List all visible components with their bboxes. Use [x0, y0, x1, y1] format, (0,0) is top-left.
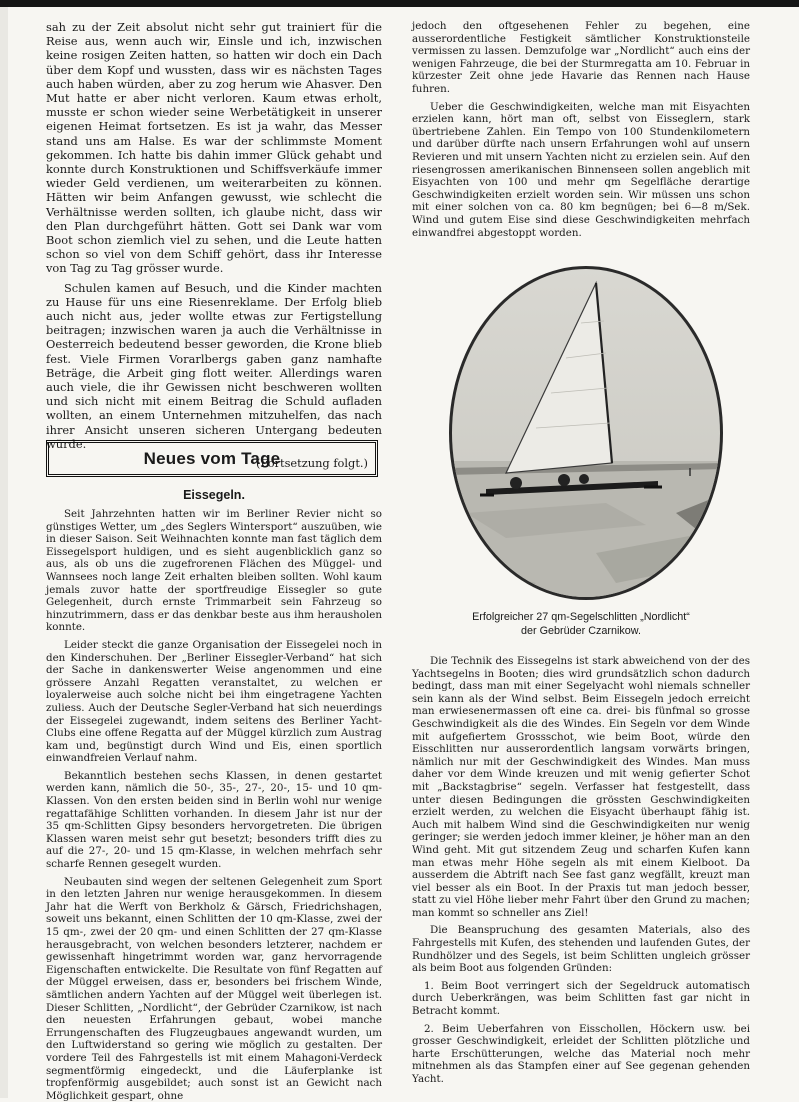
section-heading-box	[46, 440, 378, 477]
reasons-list	[412, 980, 750, 1086]
article-right-column-bottom	[412, 655, 750, 1086]
article-paragraph: Seit Jahrzehnten hatten wir im Berliner Revier nicht so günstiges Wetter, um „des Seglers Wintersport“ auszuüben, wie in dieser Saison. Seit Weihnachten konnte man fast täglich dem Eissegelsport huldigen, und es sieht augenblicklich ganz so aus, als ob uns die zugefrorenen Flächen des Müggel- und Wannsees noch lange Zeit erhalten bleiben sollten. Wohl kaum jemals zuvor hatte der sportfreudige Eissegler so gute Gelegenheit, durch ernste Trimmarbeit sein Fahrzeug so hinzutrimmern, dass er das denkbar beste aus ihm herausholen konnte.	[46, 508, 382, 634]
scan-edge	[0, 0, 8, 1098]
ice-yacht-photo	[446, 263, 726, 603]
photo-caption	[412, 610, 750, 638]
caption-line-2: der Gebrüder Czarnikow.	[520, 625, 642, 637]
continuation-paragraph: sah zu der Zeit absolut nicht sehr gut trainiert für die Reise aus, wenn auch wir, Einsle und ich, inzwischen keine rosigen Zeiten hatten, so hatten wir doch ein Dach über dem Kopf und wussten, dass wir es nächsten Tages auch haben würden, aber zu zog herum wie Ahasver. Den Mut hatte er aber nicht verloren. Kaum etwas erholt, musste er schon wieder seine Werbetätigkeit in unserer eigenen Heimat fortsetzen. Es ist ja wahr, das Messer stand uns am Halse. Es war der schlimmste Moment gekommen. Ich hatte bis dahin immer Glück gehabt und konnte durch Konstruktionen und Schiffsverkäufe immer wieder Geld verdienen, um weiterarbeiten zu können. Hätten wir beim Anfangen gewusst, wie schlecht die Verhältnisse werden sollten, ich glaube nicht, dass wir den Plan durchgeführt hätten. Gott sei Dank war vom Boot schon ziemlich viel zu sehen, und die Leute hatten schon so viel von dem Schiff gehört, dass ihr Interesse von Tag zu Tag grösser wurde.	[46, 20, 382, 276]
article-right-column-top	[412, 20, 750, 239]
caption-line-1: Erfolgreicher 27 qm-Segelschlitten „Nordlicht“	[472, 611, 690, 623]
page-top-rule	[0, 0, 799, 7]
section-title: Neues vom Tage	[143, 448, 281, 468]
article-paragraph: Die Beanspruchung des gesamten Materials, also des Fahrgestells mit Kufen, des stehenden und laufenden Gutes, der Rundhölzer und des Segels, ist beim Schlitten ungleich grösser als beim Boot aus folgenden Gründen:	[412, 924, 750, 975]
article-paragraph: Leider steckt die ganze Organisation der Eissegelei noch in den Kinderschuhen. Der „Berliner Eissegler-Verband“ hat sich der Sache in dankenswerter Weise angenommen und eine grössere Anzahl Regatten veranstaltet, zu welchen er loyalerweise auch solche nicht bei ihm eingetragene Yachten zuliess. Auch der Deutsche Segler-Verband hat sich neuerdings der Eissegelei zugewandt, indem seitens des Berliner Yacht-Clubs eine offene Regatta auf der Müggel kürzlich zum Austrag kam und, begünstigt durch Wind und Eis, einen sportlich einwandfreien Verlauf nahm.	[46, 638, 382, 765]
article-title: Eissegeln.	[183, 488, 245, 502]
schools-paragraph: Schulen kamen auf Besuch, und die Kinder machten zu Hause für uns eine Riesenreklame. Der Erfolg blieb auch nicht aus, jeder wollte etwas zur Fertigstellung beitragen; inzwischen waren ja auch die Verhältnisse in Oesterreich bedeutend besser geworden, die Krone blieb fest. Viele Firmen Vorarlbergs gaben ganz namhafte Beträge, die Arbeit ging flott weiter. Allerdings waren auch viele, die ihr Gewissen nicht beschweren wollten und sich nicht mit einem Beitrag die Schuld aufladen wollten, an einem Unternehmen mitzuhelfen, das nach ihrer Ansicht unseren sicheren Untergang bedeuten würde.	[46, 280, 382, 451]
reason-item: 1. Beim Boot verringert sich der Segeldruck automatisch durch Ueberkrängen, was beim Schlitten fast gar nicht in Betracht kommt.	[412, 979, 750, 1018]
article-paragraph: Neubauten sind wegen der seltenen Gelegenheit zum Sport in den letzten Jahren nur wenige herausgekommen. In diesem Jahr hat die Werft von Berkholz & Gärsch, Friedrichshagen, soweit uns bekannt, einen Schlitten der 10 qm-Klasse, zwei der 15 qm-, zwei der 20 qm- und einen Schlitten der 27 qm-Klasse herausgebracht, von welchen besonders letzterer, nachdem er gewissenhaft hingetrimmt worden war, ganz hervorragende Eigenschaften entwickelte. Die Resultate von fünf Regatten auf der Müggel erweisen, dass er, besonders bei frischem Winde, sämtlichen andern Yachten auf der Müggel weit überlegen ist. Dieser Schlitten, „Nordlicht“, der Gebrüder Czarnikow, ist nach den neuesten Erfahrungen gebaut, wobei manche Errungenschaften des Flugzeugbaues angewandt wurden, um den Luftwiderstand so gering wie möglich zu gestalten. Der vordere Teil des Fahrgestells ist mit einem Mahagoni-Verdeck segmentförmig eingedeckt, und die Läuferplanke ist tropfenförmig ausgebildet; auch sonst ist an Gewicht nach Möglichkeit gespart, ohne	[46, 875, 382, 1102]
article-paragraph: jedoch den oftgesehenen Fehler zu begehen, eine ausserordentliche Festigkeit sämtlicher Konstruktionsteile vermissen zu lassen. Demzufolge war „Nordlicht“ auch eins der wenigen Fahrzeuge, die bei der Sturmregatta am 10. Februar in kürzester Zeit ohne jede Havarie das Rennen nach Hause fuhren.	[412, 20, 750, 95]
article-paragraph: Bekanntlich bestehen sechs Klassen, in denen gestartet werden kann, nämlich die 50-, 35-, 27-, 20-, 15- und 10 qm-Klassen. Von den ersten beiden sind in Berlin wohl nur wenige regattafähige Schlitten vorhanden. In diesem Jahr ist nur der 35 qm-Schlitten Gipsy besonders hervorgetreten. Die übrigen Klassen waren meist sehr gut besetzt; besonders trifft dies zu auf die 27-, 20- und 15 qm-Klasse, in welchen mehrfach sehr scharfe Rennen gesegelt wurden.	[46, 769, 382, 871]
left-column-continuation	[46, 20, 382, 470]
article-paragraph: Die Technik des Eissegelns ist stark abweichend von der des Yachtsegelns in Booten; dies wird grundsätzlich schon dadurch bedingt, dass man mit einer Segelyacht wohl niemals schneller sein kann als der Wind selbst. Beim Eissegeln jedoch erreicht man erwiesenermassen oft eine ca. drei- bis fünfmal so grosse Geschwindigkeit als die des Windes. Ein Segeln vor dem Winde mit aufgefiertem Grossschot, wie beim Boot, würde den Eisschlitten nur ausserordentlich langsam vorwärts bringen, nämlich nur mit der Geschwindigkeit des Windes. Man muss daher vor dem Winde kreuzen und mit wenig gefierter Schot mit „Backstagbrise“ segeln. Verfasser hat festgestellt, dass unter diesen Bedingungen die grössten Geschwindigkeiten erzielt werden, zu welchen die Eisyacht überhaupt fähig ist. Auch mit halbem Wind sind die Geschwindigkeiten nur wenig geringer; sie werden jedoch immer kleiner, je höher man an den Wind geht. Mit gut sitzendem Zeug und scharfen Kufen kann man etwas mehr Höhe segeln als mit einem Kielboot. Da ausserdem die Abtrift nach See fast ganz wegfällt, kreuzt man viel besser als ein Boot. In der Praxis tut man jedoch besser, statt zu viel Höhe lieber mehr Fahrt über den Grund zu machen; man kommt so schneller ans Ziel!	[412, 655, 750, 919]
article-paragraph: Ueber die Geschwindigkeiten, welche man mit Eisyachten erzielen kann, hört man oft, selbst von Eisseglern, stark übertriebene Zahlen. Ein Tempo von 100 Stundenkilometern und darüber dürfte nach unsern Erfahrungen wohl auf unsern Revieren und mit unsern Yachten nicht zu erzielen sein. Auf den riesengrossen amerikanischen Binnenseen sollen angeblich mit Eisyachten von 100 und mehr qm Segelfläche derartige Geschwindigkeiten erzielt worden sein. Wir müssen uns schon mit einer solchen von ca. 80 km begnügen; bei 6—8 m/Sek. Wind und gutem Eise sind diese Geschwindigkeiten mehrfach einwandfrei abgestoppt worden.	[412, 100, 750, 239]
reason-item: 2. Beim Ueberfahren von Eisschollen, Höckern usw. bei grosser Geschwindigkeit, erleidet der Schlitten plötzliche und harte Erschütterungen, welche das Material noch mehr mitnehmen als das Stampfen einer auf See gegenan gehenden Yacht.	[412, 1022, 750, 1085]
article-left-column	[46, 508, 382, 1102]
continuation-note: (Fortsetzung folgt.)	[255, 456, 368, 471]
ice-yacht-illustration	[446, 263, 726, 603]
